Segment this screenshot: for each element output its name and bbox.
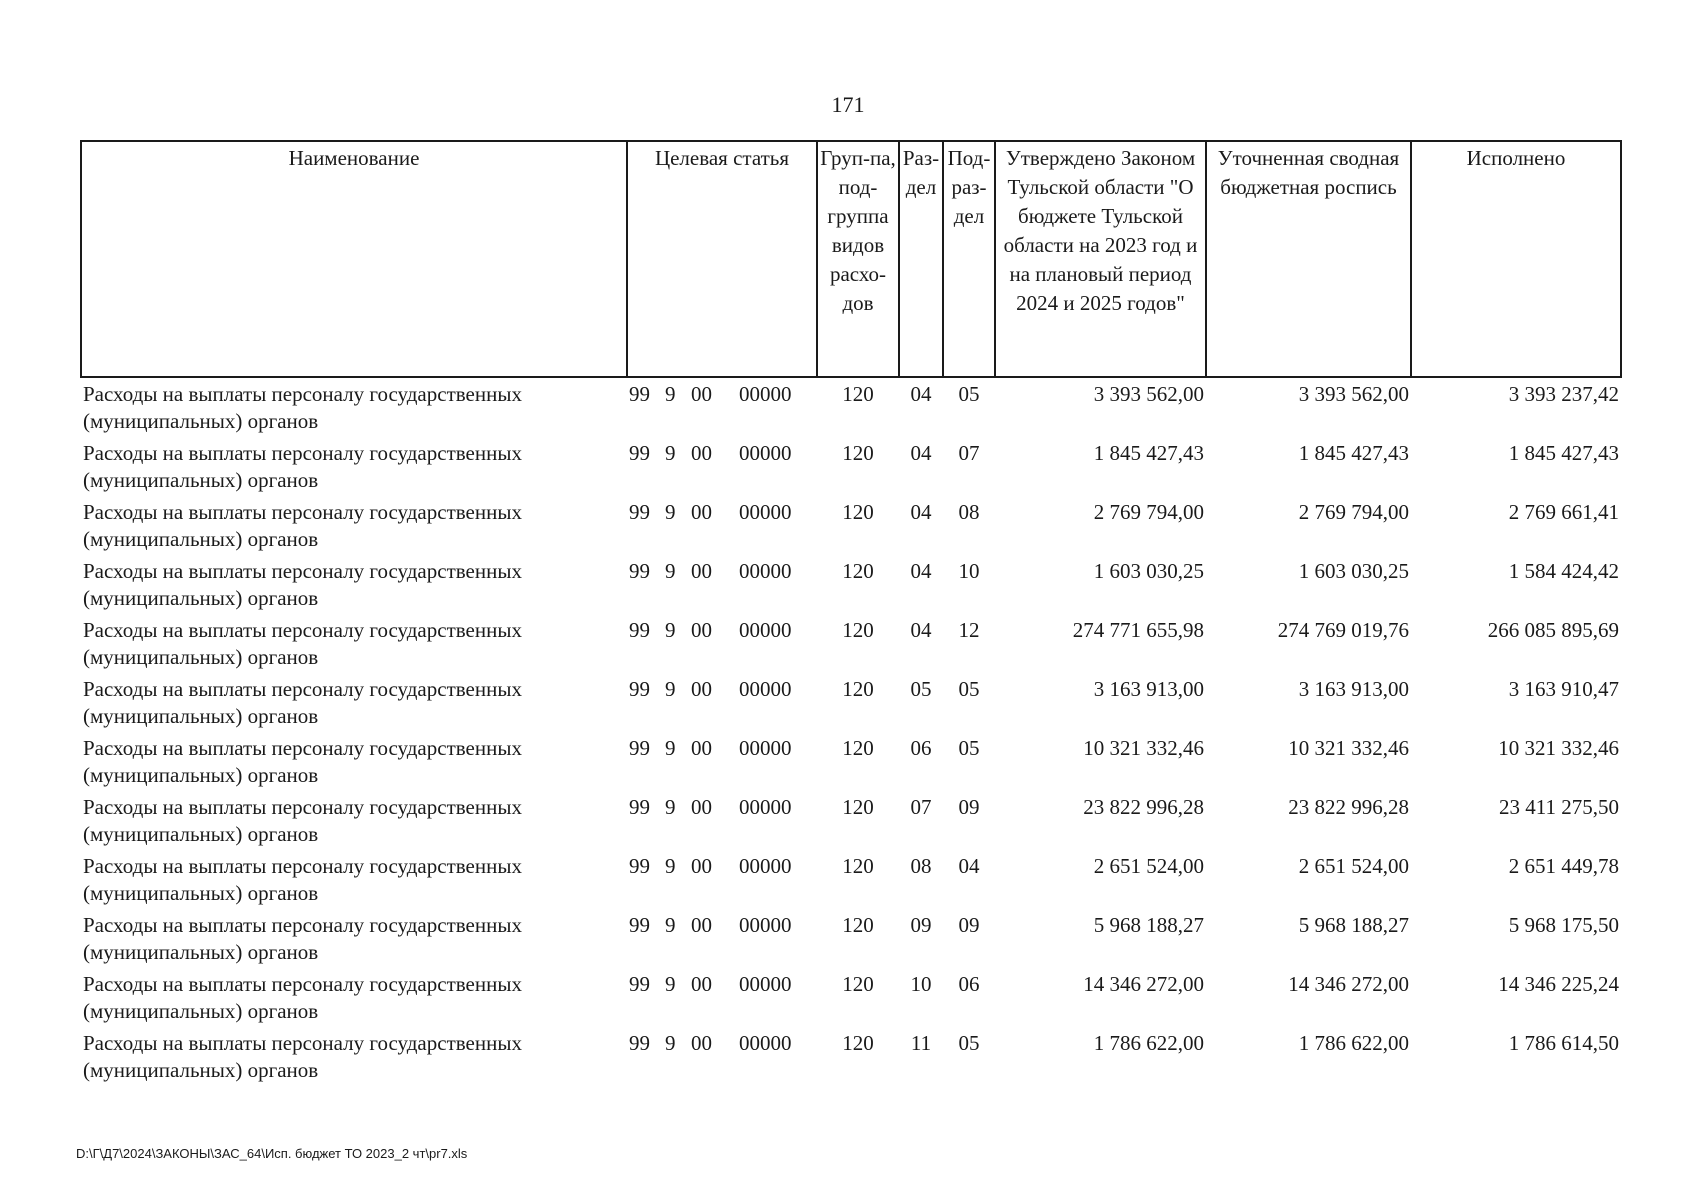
- cell-section: 04: [910, 500, 932, 524]
- target-part-2: 9: [665, 795, 676, 819]
- cell-target: [627, 555, 817, 614]
- target-part-3: 00: [691, 677, 712, 701]
- cell-target: [627, 437, 817, 496]
- cell-name: Расходы на выплаты персоналу государственных (муниципальных) органов: [83, 972, 522, 1023]
- target-part-1: 99: [629, 441, 650, 465]
- target-part-2: 9: [665, 913, 676, 937]
- target-part-3: 00: [691, 382, 712, 406]
- cell-name: Расходы на выплаты персоналу государственных (муниципальных) органов: [83, 382, 522, 433]
- target-part-3: 00: [691, 559, 712, 583]
- target-part-1: 99: [629, 854, 650, 878]
- cell-section: 10: [910, 972, 932, 996]
- cell-subsection: 05: [958, 736, 980, 760]
- target-part-2: 9: [665, 500, 676, 524]
- cell-executed: 14 346 225,24: [1498, 972, 1619, 996]
- table-row: [81, 968, 1621, 1027]
- target-part-1: 99: [629, 677, 650, 701]
- target-part-4: 00000: [739, 559, 792, 583]
- target-part-1: 99: [629, 500, 650, 524]
- cell-refined: 5 968 188,27: [1298, 913, 1409, 937]
- cell-approved: 1 786 622,00: [1093, 1031, 1204, 1055]
- target-part-1: 99: [629, 972, 650, 996]
- target-part-3: 00: [691, 913, 712, 937]
- target-part-4: 00000: [739, 382, 792, 406]
- target-part-4: 00000: [739, 854, 792, 878]
- cell-group: 120: [842, 913, 874, 937]
- cell-section: 04: [910, 441, 932, 465]
- target-part-2: 9: [665, 382, 676, 406]
- cell-target: [627, 614, 817, 673]
- cell-subsection: 09: [958, 913, 980, 937]
- cell-section: 11: [910, 1031, 932, 1055]
- cell-section: 04: [910, 382, 932, 406]
- cell-name: Расходы на выплаты персоналу государственных (муниципальных) органов: [83, 795, 522, 846]
- table-row: [81, 614, 1621, 673]
- cell-group: 120: [842, 382, 874, 406]
- cell-subsection: 05: [958, 677, 980, 701]
- cell-subsection: 06: [958, 972, 980, 996]
- target-part-1: 99: [629, 559, 650, 583]
- cell-name: Расходы на выплаты персоналу государственных (муниципальных) органов: [83, 736, 522, 787]
- page-number: 171: [831, 92, 865, 117]
- budget-table: [80, 140, 1622, 1086]
- cell-name: Расходы на выплаты персоналу государственных (муниципальных) органов: [83, 854, 522, 905]
- target-part-2: 9: [665, 559, 676, 583]
- cell-subsection: 09: [958, 795, 980, 819]
- cell-executed: 10 321 332,46: [1498, 736, 1619, 760]
- cell-refined: 23 822 996,28: [1288, 795, 1409, 819]
- cell-refined: 14 346 272,00: [1288, 972, 1409, 996]
- cell-section: 05: [910, 677, 932, 701]
- target-part-3: 00: [691, 441, 712, 465]
- cell-group: 120: [842, 677, 874, 701]
- table-row: [81, 555, 1621, 614]
- table-row: [81, 732, 1621, 791]
- table-row: [81, 791, 1621, 850]
- cell-executed: 1 786 614,50: [1508, 1031, 1619, 1055]
- table-row: [81, 673, 1621, 732]
- cell-executed: 23 411 275,50: [1499, 795, 1619, 819]
- cell-refined: 3 393 562,00: [1298, 382, 1409, 406]
- target-part-2: 9: [665, 736, 676, 760]
- cell-executed: 266 085 895,69: [1487, 618, 1619, 642]
- cell-executed: 3 163 910,47: [1508, 677, 1619, 701]
- table-row: [81, 377, 1621, 437]
- cell-target: [627, 732, 817, 791]
- cell-group: 120: [842, 618, 874, 642]
- header-section: Раз-дел: [899, 141, 943, 377]
- table-body: [81, 377, 1621, 1086]
- cell-group: 120: [842, 1031, 874, 1055]
- target-part-4: 00000: [739, 441, 792, 465]
- budget-table-container: [80, 140, 1620, 1086]
- target-part-3: 00: [691, 854, 712, 878]
- target-part-4: 00000: [739, 1031, 792, 1055]
- cell-name: Расходы на выплаты персоналу государственных (муниципальных) органов: [83, 441, 522, 492]
- cell-group: 120: [842, 795, 874, 819]
- file-path-footer: D:\Г\Д7\2024\ЗАКОНЫ\ЗАС_64\Исп. бюджет ТО 2023_2 чт\pr7.xls: [76, 1146, 468, 1161]
- header-group: Груп-па, под-группа видов расхо-дов: [817, 141, 899, 377]
- table-row: [81, 496, 1621, 555]
- header-executed: Исполнено: [1411, 141, 1621, 377]
- cell-executed: 1 584 424,42: [1508, 559, 1619, 583]
- cell-section: 04: [910, 559, 932, 583]
- target-part-1: 99: [629, 736, 650, 760]
- cell-group: 120: [842, 972, 874, 996]
- cell-refined: 1 845 427,43: [1298, 441, 1409, 465]
- cell-approved: 1 603 030,25: [1093, 559, 1204, 583]
- cell-refined: 10 321 332,46: [1288, 736, 1409, 760]
- cell-subsection: 07: [958, 441, 980, 465]
- cell-section: 08: [910, 854, 932, 878]
- cell-name: Расходы на выплаты персоналу государственных (муниципальных) органов: [83, 559, 522, 610]
- table-row: [81, 1027, 1621, 1086]
- header-refined: Уточненная сводная бюджетная роспись: [1206, 141, 1411, 377]
- cell-refined: 2 769 794,00: [1298, 500, 1409, 524]
- cell-approved: 2 651 524,00: [1093, 854, 1204, 878]
- cell-executed: 2 769 661,41: [1508, 500, 1619, 524]
- cell-approved: 23 822 996,28: [1083, 795, 1204, 819]
- cell-refined: 1 786 622,00: [1298, 1031, 1409, 1055]
- target-part-3: 00: [691, 618, 712, 642]
- table-row: [81, 850, 1621, 909]
- cell-executed: 5 968 175,50: [1508, 913, 1619, 937]
- cell-approved: 274 771 655,98: [1072, 618, 1204, 642]
- cell-target: [627, 377, 817, 437]
- cell-target: [627, 1027, 817, 1086]
- target-part-1: 99: [629, 1031, 650, 1055]
- cell-subsection: 05: [958, 382, 980, 406]
- target-part-3: 00: [691, 500, 712, 524]
- table-header: [81, 141, 1621, 377]
- cell-refined: 3 163 913,00: [1298, 677, 1409, 701]
- cell-group: 120: [842, 441, 874, 465]
- cell-subsection: 04: [958, 854, 980, 878]
- target-part-3: 00: [691, 972, 712, 996]
- target-part-2: 9: [665, 1031, 676, 1055]
- cell-target: [627, 968, 817, 1027]
- cell-name: Расходы на выплаты персоналу государственных (муниципальных) органов: [83, 500, 522, 551]
- table-row: [81, 437, 1621, 496]
- cell-section: 04: [910, 618, 932, 642]
- cell-subsection: 12: [958, 618, 980, 642]
- cell-name: Расходы на выплаты персоналу государственных (муниципальных) органов: [83, 1031, 522, 1082]
- table-row: [81, 909, 1621, 968]
- cell-target: [627, 673, 817, 732]
- cell-name: Расходы на выплаты персоналу государственных (муниципальных) органов: [83, 677, 522, 728]
- target-part-2: 9: [665, 677, 676, 701]
- cell-subsection: 05: [958, 1031, 980, 1055]
- target-part-1: 99: [629, 382, 650, 406]
- cell-refined: 2 651 524,00: [1298, 854, 1409, 878]
- cell-approved: 3 393 562,00: [1093, 382, 1204, 406]
- cell-subsection: 08: [958, 500, 980, 524]
- header-row: [81, 141, 1621, 377]
- header-approved: Утверждено Законом Тульской области "О бюджете Тульской области на 2023 год и на плановый период 2024 и 2025 годов": [995, 141, 1206, 377]
- target-part-4: 00000: [739, 795, 792, 819]
- cell-approved: 2 769 794,00: [1093, 500, 1204, 524]
- target-part-3: 00: [691, 1031, 712, 1055]
- cell-group: 120: [842, 736, 874, 760]
- cell-subsection: 10: [958, 559, 980, 583]
- target-part-4: 00000: [739, 972, 792, 996]
- cell-target: [627, 909, 817, 968]
- cell-group: 120: [842, 559, 874, 583]
- target-part-1: 99: [629, 618, 650, 642]
- cell-group: 120: [842, 854, 874, 878]
- target-part-1: 99: [629, 913, 650, 937]
- cell-name: Расходы на выплаты персоналу государственных (муниципальных) органов: [83, 618, 522, 669]
- cell-approved: 3 163 913,00: [1093, 677, 1204, 701]
- cell-approved: 1 845 427,43: [1093, 441, 1204, 465]
- cell-executed: 3 393 237,42: [1508, 382, 1619, 406]
- target-part-2: 9: [665, 972, 676, 996]
- cell-section: 06: [910, 736, 932, 760]
- cell-name: Расходы на выплаты персоналу государственных (муниципальных) органов: [83, 913, 522, 964]
- cell-refined: 1 603 030,25: [1298, 559, 1409, 583]
- cell-approved: 14 346 272,00: [1083, 972, 1204, 996]
- cell-target: [627, 496, 817, 555]
- cell-group: 120: [842, 500, 874, 524]
- cell-section: 09: [910, 913, 932, 937]
- cell-target: [627, 850, 817, 909]
- target-part-4: 00000: [739, 500, 792, 524]
- cell-approved: 5 968 188,27: [1093, 913, 1204, 937]
- target-part-4: 00000: [739, 618, 792, 642]
- target-part-2: 9: [665, 618, 676, 642]
- header-name: Наименование: [81, 141, 627, 377]
- target-part-3: 00: [691, 795, 712, 819]
- cell-refined: 274 769 019,76: [1277, 618, 1409, 642]
- cell-approved: 10 321 332,46: [1083, 736, 1204, 760]
- cell-target: [627, 791, 817, 850]
- cell-executed: 1 845 427,43: [1508, 441, 1619, 465]
- target-part-3: 00: [691, 736, 712, 760]
- cell-executed: 2 651 449,78: [1508, 854, 1619, 878]
- target-part-4: 00000: [739, 913, 792, 937]
- header-subsection: Под-раз-дел: [943, 141, 995, 377]
- target-part-4: 00000: [739, 677, 792, 701]
- cell-section: 07: [910, 795, 932, 819]
- header-target: Целевая статья: [627, 141, 817, 377]
- target-part-1: 99: [629, 795, 650, 819]
- target-part-2: 9: [665, 854, 676, 878]
- target-part-2: 9: [665, 441, 676, 465]
- target-part-4: 00000: [739, 736, 792, 760]
